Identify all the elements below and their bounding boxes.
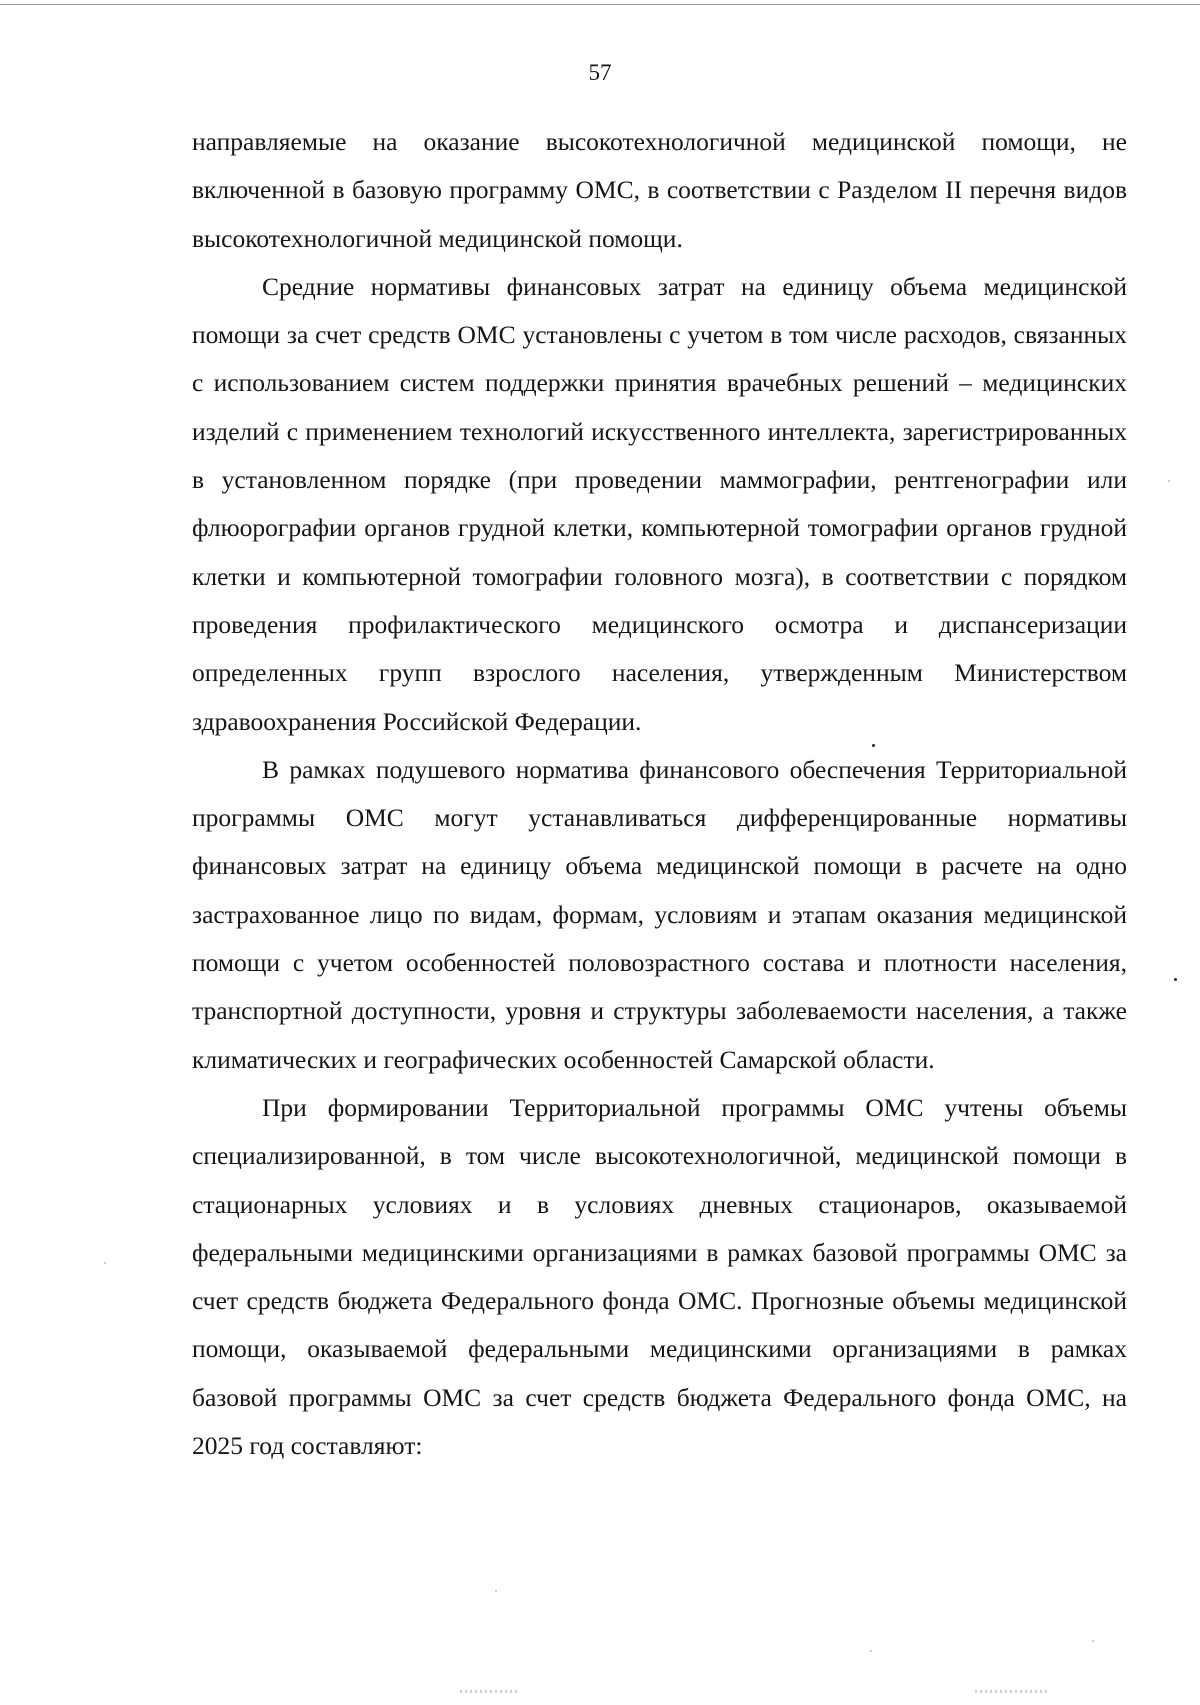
page-number: 57 bbox=[588, 60, 612, 85]
scan-speck bbox=[870, 1650, 872, 1652]
paragraph-per-capita-normative: В рамках подушевого норматива финансового обеспечения Территориальной программы ОМС могут устанавливаться дифференцированные нормативы финансовых затрат на единицу объема медицинской помощи в расчете на одно застрахованное лицо по видам, формам, условиям и этапам оказания медицинской помощи с учетом особенностей половозрастного состава и плотности населения, транспортной доступности, уровня и структуры заболеваемости населения, а также климатических и географических особенностей Самарской области. bbox=[192, 754, 1127, 1074]
scan-speck bbox=[1174, 978, 1177, 981]
scan-top-edge bbox=[0, 4, 1200, 5]
scan-smudge bbox=[460, 1690, 520, 1693]
scan-speck bbox=[104, 1262, 106, 1264]
scan-speck bbox=[872, 744, 875, 747]
scan-smudge bbox=[975, 1690, 1050, 1693]
scan-speck bbox=[495, 1590, 497, 1592]
paragraph-federal-volumes: При формировании Территориальной программы ОМС учтены объемы специализированной, в том числе высокотехнологичной, медицинской помощи в стационарных условиях и в условиях дневных стационаров, оказываемой федеральными медицинскими организациями в рамках базовой программы ОМС за счет средств бюджета Федерального фонда ОМС. Прогнозные объемы медицинской помощи, оказываемой федеральными медицинскими организациями в рамках базовой программы ОМС за счет средств бюджета Федерального фонда ОМС, на 2025 год составляют: bbox=[192, 1092, 1127, 1461]
paragraph-continuation: направляемые на оказание высокотехнологичной медицинской помощи, не включенной в базовую программу ОМС, в соответствии с Разделом II перечня видов высокотехнологичной медицинской помощи. bbox=[192, 127, 1127, 253]
document-body bbox=[192, 118, 1127, 1470]
paragraph-normatives-ai: Средние нормативы финансовых затрат на единицу объема медицинской помощи за счет средств ОМС установлены с учетом в том числе расходов, связанных с использованием систем поддержки принятия врачебных решений – медицинских изделий с применением технологий искусственного интеллекта, зарегистрированных в установленном порядке (при проведении маммографии, рентгенографии или флюорографии органов грудной клетки, компьютерной томографии органов грудной клетки и компьютерной томографии головного мозга), в соответствии с порядком проведения профилактического медицинского осмотра и диспансеризации определенных групп взрослого населения, утвержденным Министерством здравоохранения Российской Федерации. bbox=[192, 271, 1127, 736]
scan-speck bbox=[1092, 1640, 1094, 1642]
scan-speck bbox=[1168, 480, 1170, 482]
